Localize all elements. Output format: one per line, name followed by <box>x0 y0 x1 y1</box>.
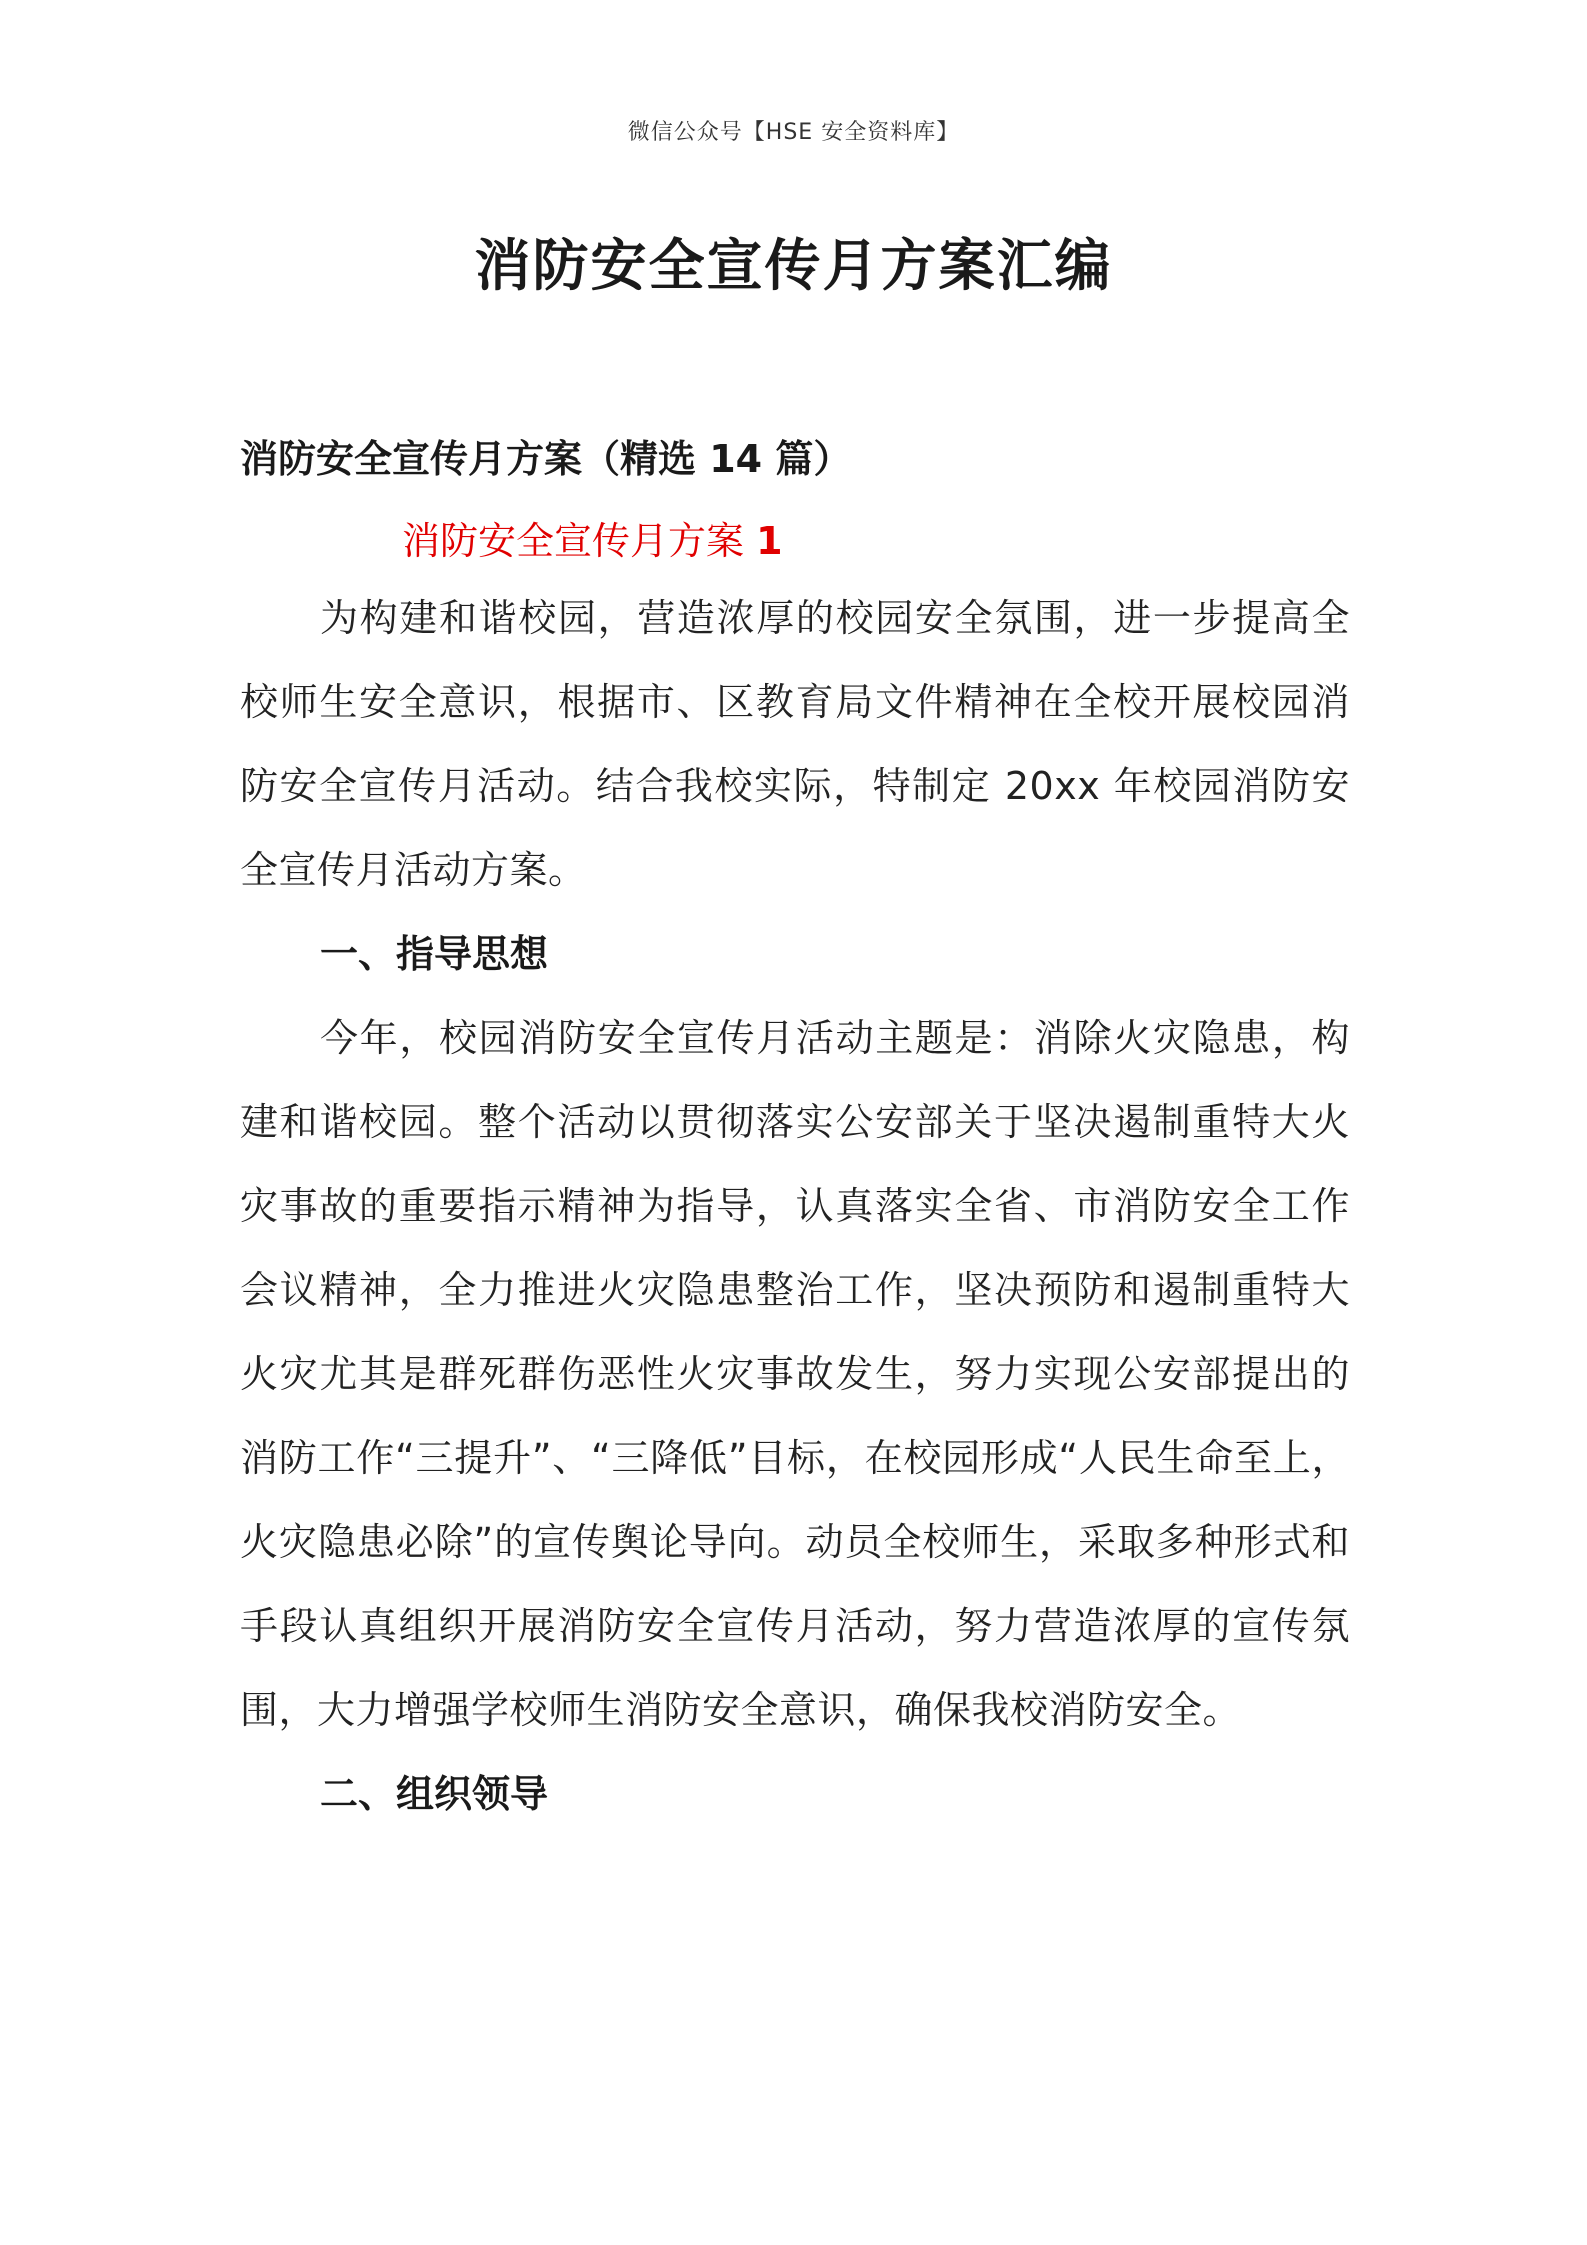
guiding-paragraph: 今年，校园消防安全宣传月活动主题是：消除火灾隐患，构建和谐校园。整个活动以贯彻落实公安部关于坚决遏制重特大火灾事故的重要指示精神为指导，认真落实全省、市消防安全工作会议精神，全力推进火灾隐患整治工作，坚决预防和遏制重特大火灾尤其是群死群伤恶性火灾事故发生，努力实现公安部提出的消防工作“三提升”、“三降低”目标，在校园形成“人民生命至上，火灾隐患必除”的宣传舆论导向。动员全校师生，采取多种形式和手段认真组织开展消防安全宣传月活动，努力营造浓厚的宣传氛围，大力增强学校师生消防安全意识，确保我校消防安全。 <box>240 1016 1350 1732</box>
plan-heading <box>402 510 783 565</box>
document-subtitle: 消防安全宣传月方案（精选 14 篇） <box>240 437 852 481</box>
document-title: 消防安全宣传月方案汇编 <box>474 234 1113 299</box>
section-heading-guiding: 一、指导思想 <box>320 932 549 976</box>
header-note: 微信公众号【HSE 安全资料库】 <box>627 120 960 145</box>
intro-paragraph: 为构建和谐校园，营造浓厚的校园安全氛围，进一步提高全校师生安全意识，根据市、区教育局文件精神在全校开展校园消防安全宣传月活动。结合我校实际，特制定 20xx 年校园消防安全宣传月活动方案。 <box>240 596 1350 892</box>
plan-heading-text: 消防安全宣传月方案 <box>402 519 745 563</box>
plan-heading-number: 1 <box>756 519 783 563</box>
document-body <box>240 576 1350 1836</box>
section-heading-organization: 二、组织领导 <box>320 1772 549 1816</box>
